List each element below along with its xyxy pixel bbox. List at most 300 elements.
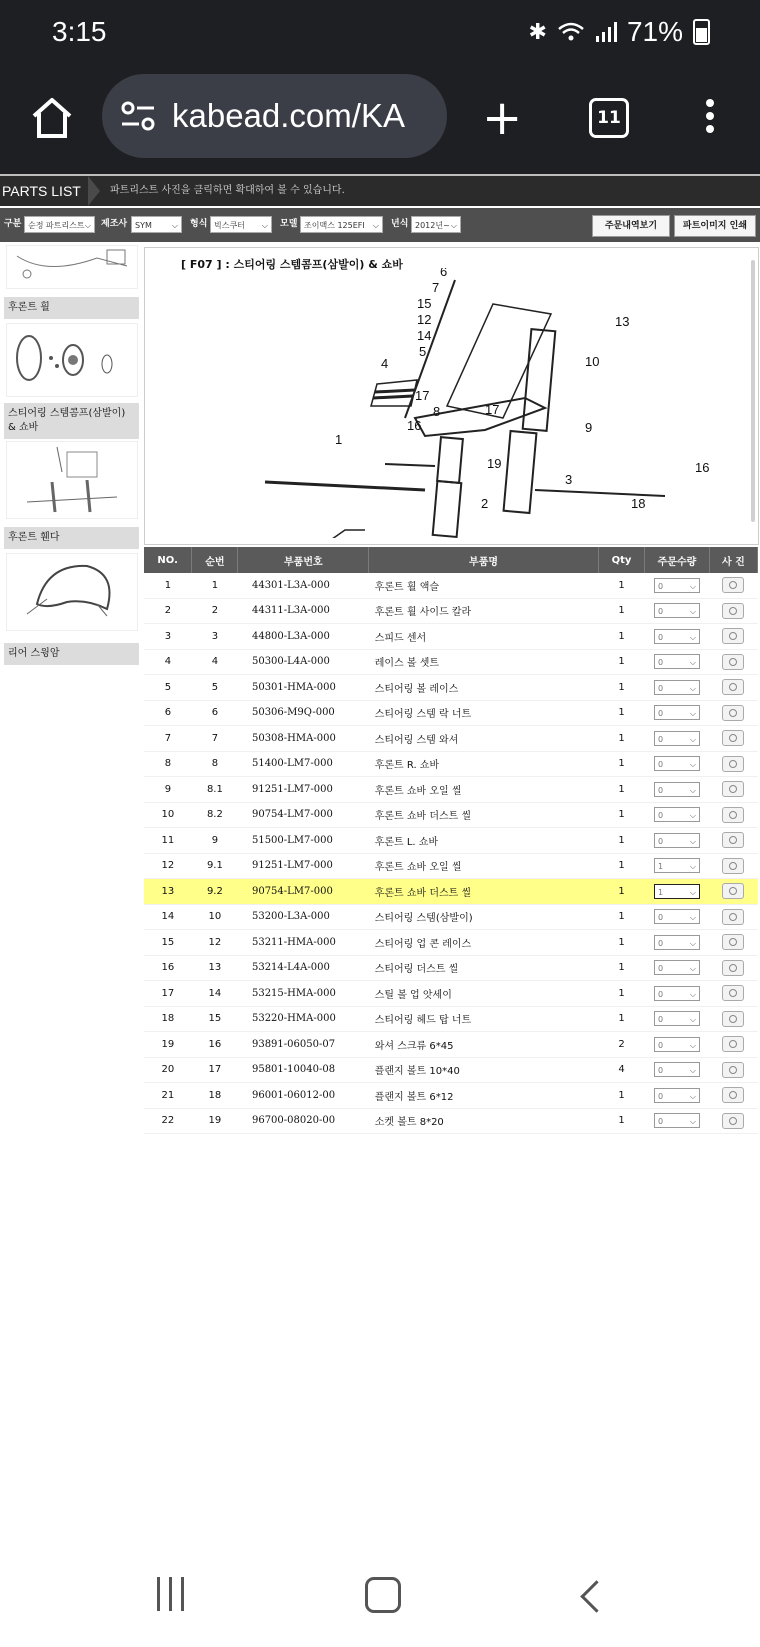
row-part-name: 후론트 쇼바 오일 씰 <box>369 777 599 803</box>
diagram-callout: 6 <box>440 268 448 279</box>
chevron-down-icon: ⌵ <box>689 887 696 897</box>
diagram-title: [ F07 ] : 스티어링 스템콤프(삼발이) & 쇼바 <box>181 258 403 271</box>
diagram-callout: 1 <box>335 432 343 447</box>
order-qty-select[interactable] <box>654 909 700 924</box>
row-part-number: 91251-LM7-000 <box>238 777 369 803</box>
category-thumb-steering-stem[interactable] <box>6 441 138 519</box>
row-qty: 1 <box>598 853 644 879</box>
order-qty-select[interactable] <box>654 680 700 695</box>
order-qty-select[interactable] <box>654 1011 700 1026</box>
chevron-down-icon: ⌵ <box>689 1066 696 1076</box>
row-photo[interactable] <box>709 930 757 956</box>
row-qty: 1 <box>598 930 644 956</box>
row-part-number: 90754-LM7-000 <box>238 802 369 828</box>
col-part-name: 부품명 <box>369 547 599 573</box>
table-row <box>144 1083 758 1109</box>
camera-icon[interactable] <box>722 628 744 644</box>
col-order-qty: 주문수량 <box>645 547 709 573</box>
row-no: 6 <box>144 700 192 726</box>
camera-icon[interactable] <box>722 909 744 925</box>
category-thumb-front-wheel[interactable] <box>6 323 138 397</box>
row-part-number: 96700-08020-00 <box>238 1108 369 1134</box>
row-part-number: 53220-HMA-000 <box>238 1006 369 1032</box>
parts-list-bar <box>0 176 760 206</box>
order-qty-select[interactable] <box>654 960 700 975</box>
diagram-callout: 14 <box>417 328 432 343</box>
camera-icon[interactable] <box>722 934 744 950</box>
chevron-down-icon: ⌵ <box>84 221 91 230</box>
order-qty-select[interactable] <box>654 731 700 746</box>
arrow-icon <box>88 176 100 206</box>
row-seq: 8.2 <box>192 802 238 828</box>
col-photo: 사 진 <box>709 547 757 573</box>
row-order-qty[interactable] <box>645 624 709 650</box>
row-seq: 4 <box>192 649 238 675</box>
row-seq: 1 <box>192 573 238 598</box>
row-part-number: 50300-L4A-000 <box>238 649 369 675</box>
new-tab-button[interactable]: + <box>482 90 523 146</box>
camera-icon[interactable] <box>722 679 744 695</box>
row-seq: 19 <box>192 1108 238 1134</box>
row-part-number: 50301-HMA-000 <box>238 675 369 701</box>
diagram-callout: 5 <box>419 344 427 359</box>
table-row <box>144 802 758 828</box>
row-photo[interactable] <box>709 726 757 752</box>
camera-icon[interactable] <box>722 1113 744 1129</box>
row-photo[interactable] <box>709 700 757 726</box>
row-order-qty[interactable] <box>645 904 709 930</box>
chevron-down-icon: ⌵ <box>689 1091 696 1101</box>
row-part-number: 90754-LM7-000 <box>238 879 369 905</box>
order-history-button[interactable]: 주문내역보기 <box>592 215 670 237</box>
order-qty-value: 0 <box>657 811 664 821</box>
sidebar-item-front-fender[interactable]: 후론트 휀다 <box>4 527 139 549</box>
row-order-qty[interactable] <box>645 828 709 854</box>
row-order-qty[interactable] <box>645 598 709 624</box>
col-qty: Qty <box>598 547 644 573</box>
tab-switcher-button[interactable]: 11 <box>589 98 629 138</box>
order-qty-select[interactable] <box>654 578 700 593</box>
row-order-qty[interactable] <box>645 1057 709 1083</box>
gubun-label: 구분 <box>4 219 22 229</box>
camera-icon[interactable] <box>722 603 744 619</box>
row-photo[interactable] <box>709 649 757 675</box>
order-qty-value: 0 <box>657 632 664 642</box>
row-photo[interactable] <box>709 853 757 879</box>
row-order-qty[interactable] <box>645 853 709 879</box>
recent-apps-icon[interactable] <box>152 1577 188 1613</box>
model-value: 조이맥스 125EFI <box>304 221 365 230</box>
order-qty-value: 0 <box>657 683 664 693</box>
row-no: 3 <box>144 624 192 650</box>
model-label: 모델 <box>280 219 298 229</box>
parts-list-label: PARTS LIST <box>0 176 103 206</box>
row-qty: 1 <box>598 598 644 624</box>
row-photo[interactable] <box>709 1057 757 1083</box>
camera-icon[interactable] <box>722 985 744 1001</box>
battery-icon <box>693 19 710 45</box>
more-menu-icon[interactable] <box>700 94 720 142</box>
col-no: NO. <box>144 547 192 573</box>
table-row <box>144 828 758 854</box>
diagram-callout: 7 <box>432 280 440 295</box>
row-no: 17 <box>144 981 192 1007</box>
row-no: 16 <box>144 955 192 981</box>
order-qty-value: 0 <box>657 581 664 591</box>
row-part-number: 50306-M9Q-000 <box>238 700 369 726</box>
camera-icon[interactable] <box>722 730 744 746</box>
order-qty-value: 0 <box>657 760 664 770</box>
diagram-callout: 16 <box>695 460 710 475</box>
table-row <box>144 981 758 1007</box>
gubun-value: 순정 파트리스트 <box>28 221 85 230</box>
row-order-qty[interactable] <box>645 802 709 828</box>
diagram-callout: 15 <box>417 296 432 311</box>
row-qty: 1 <box>598 726 644 752</box>
row-photo[interactable] <box>709 879 757 905</box>
order-qty-value: 0 <box>657 1066 664 1076</box>
camera-icon[interactable] <box>722 883 744 899</box>
chevron-down-icon: ⌵ <box>689 607 696 617</box>
row-order-qty[interactable] <box>645 751 709 777</box>
row-part-name: 플랜지 볼트 6*12 <box>369 1083 599 1109</box>
table-row <box>144 675 758 701</box>
row-no: 1 <box>144 573 192 598</box>
order-qty-value: 0 <box>657 734 664 744</box>
row-order-qty[interactable] <box>645 777 709 803</box>
diagram-callout: 13 <box>615 314 630 329</box>
row-no: 5 <box>144 675 192 701</box>
sidebar-item-front-wheel[interactable]: 후론트 휠 <box>4 297 139 319</box>
chevron-down-icon: ⌵ <box>689 938 696 948</box>
order-qty-select[interactable] <box>654 654 700 669</box>
filter-bar <box>0 208 760 242</box>
status-time: 3:15 <box>52 16 107 47</box>
diagram-callout: 9 <box>585 420 593 435</box>
order-qty-select[interactable] <box>654 807 700 822</box>
order-qty-select[interactable] <box>654 705 700 720</box>
row-photo[interactable] <box>709 1006 757 1032</box>
row-part-number: 53214-L4A-000 <box>238 955 369 981</box>
row-no: 2 <box>144 598 192 624</box>
row-order-qty[interactable] <box>645 649 709 675</box>
diagram-callout: 12 <box>417 312 432 327</box>
table-row <box>144 853 758 879</box>
row-no: 15 <box>144 930 192 956</box>
parts-table <box>144 547 758 1134</box>
camera-icon[interactable] <box>722 858 744 874</box>
camera-icon[interactable] <box>722 1062 744 1078</box>
order-qty-value: 0 <box>657 836 664 846</box>
maker-value: SYM <box>135 221 152 230</box>
order-qty-select[interactable] <box>654 1037 700 1052</box>
order-qty-select[interactable] <box>654 858 700 873</box>
row-seq: 12 <box>192 930 238 956</box>
diagram-callout: 17 <box>415 388 430 403</box>
table-row <box>144 598 758 624</box>
camera-icon[interactable] <box>722 960 744 976</box>
row-part-name: 스티어링 더스트 씰 <box>369 955 599 981</box>
chevron-down-icon: ⌵ <box>689 658 696 668</box>
chevron-down-icon: ⌵ <box>171 221 178 230</box>
row-part-number: 51400-LM7-000 <box>238 751 369 777</box>
category-thumb-prev[interactable] <box>6 245 138 289</box>
row-photo[interactable] <box>709 675 757 701</box>
order-qty-select[interactable] <box>654 1113 700 1128</box>
row-seq: 8.1 <box>192 777 238 803</box>
order-qty-value: 0 <box>657 1117 664 1127</box>
maker-select[interactable] <box>131 216 182 233</box>
row-part-name: 후론트 휠 사이드 칼라 <box>369 598 599 624</box>
row-qty: 1 <box>598 624 644 650</box>
row-photo[interactable] <box>709 828 757 854</box>
model-select[interactable] <box>300 216 383 233</box>
table-row <box>144 649 758 675</box>
table-row <box>144 930 758 956</box>
order-qty-value: 0 <box>657 938 664 948</box>
row-part-number: 44800-L3A-000 <box>238 624 369 650</box>
sidebar-item-rear-swingarm[interactable]: 리어 스윙암 <box>4 643 139 665</box>
order-qty-select[interactable] <box>654 782 700 797</box>
category-thumb-front-fender[interactable] <box>6 553 138 631</box>
order-qty-select[interactable] <box>654 833 700 848</box>
row-no: 14 <box>144 904 192 930</box>
row-qty: 1 <box>598 751 644 777</box>
chevron-down-icon: ⌵ <box>689 989 696 999</box>
status-icons <box>529 16 710 48</box>
table-row <box>144 1032 758 1058</box>
diagram-callout: 3 <box>565 472 573 487</box>
order-qty-value: 0 <box>657 709 664 719</box>
address-bar[interactable] <box>102 74 447 158</box>
row-seq: 15 <box>192 1006 238 1032</box>
camera-icon[interactable] <box>722 756 744 772</box>
url-text: kabead.com/KA <box>172 97 405 134</box>
order-qty-value: 0 <box>657 785 664 795</box>
camera-icon[interactable] <box>722 781 744 797</box>
wifi-icon <box>557 21 585 43</box>
row-part-number: 50308-HMA-000 <box>238 726 369 752</box>
row-part-name: 스티어링 업 콘 레이스 <box>369 930 599 956</box>
row-seq: 18 <box>192 1083 238 1109</box>
row-order-qty[interactable] <box>645 700 709 726</box>
row-qty: 2 <box>598 1032 644 1058</box>
row-seq: 9.1 <box>192 853 238 879</box>
row-no: 11 <box>144 828 192 854</box>
row-seq: 10 <box>192 904 238 930</box>
row-photo[interactable] <box>709 598 757 624</box>
table-row <box>144 1108 758 1134</box>
chevron-down-icon: ⌵ <box>689 683 696 693</box>
diagram-callout: 19 <box>487 456 502 471</box>
row-qty: 1 <box>598 1083 644 1109</box>
row-order-qty[interactable] <box>645 1108 709 1134</box>
order-qty-select[interactable] <box>654 935 700 950</box>
row-no: 12 <box>144 853 192 879</box>
diagram-callout: 2 <box>481 496 489 511</box>
row-part-number: 53211-HMA-000 <box>238 930 369 956</box>
row-photo[interactable] <box>709 955 757 981</box>
row-photo[interactable] <box>709 624 757 650</box>
table-row <box>144 573 758 598</box>
year-select[interactable] <box>411 216 461 233</box>
row-part-number: 51500-LM7-000 <box>238 828 369 854</box>
row-part-name: 후론트 쇼바 더스트 씰 <box>369 879 599 905</box>
row-no: 22 <box>144 1108 192 1134</box>
chevron-down-icon: ⌵ <box>689 734 696 744</box>
row-qty: 1 <box>598 675 644 701</box>
row-order-qty[interactable] <box>645 573 709 598</box>
camera-icon[interactable] <box>722 1036 744 1052</box>
camera-icon[interactable] <box>722 705 744 721</box>
type-select[interactable] <box>210 216 272 233</box>
diagram-callout: 10 <box>585 354 600 369</box>
row-part-number: 95801-10040-08 <box>238 1057 369 1083</box>
home-icon[interactable] <box>28 94 76 142</box>
order-qty-value: 0 <box>657 1040 664 1050</box>
row-seq: 17 <box>192 1057 238 1083</box>
parts-list-notice: 파트리스트 사진을 클릭하면 확대하여 볼 수 있습니다. <box>110 185 345 196</box>
type-label: 형식 <box>190 219 208 229</box>
year-label: 년식 <box>391 219 409 229</box>
row-no: 18 <box>144 1006 192 1032</box>
row-part-name: 스티어링 볼 레이스 <box>369 675 599 701</box>
row-part-name: 후론트 R. 쇼바 <box>369 751 599 777</box>
row-seq: 6 <box>192 700 238 726</box>
row-part-name: 와셔 스크류 6*45 <box>369 1032 599 1058</box>
row-seq: 5 <box>192 675 238 701</box>
camera-icon[interactable] <box>722 654 744 670</box>
row-part-name: 후론트 휠 액슬 <box>369 573 599 598</box>
diagram-callout: 18 <box>631 496 646 511</box>
row-part-name: 후론트 쇼바 오일 씰 <box>369 853 599 879</box>
row-part-name: 스티어링 스템 와셔 <box>369 726 599 752</box>
order-qty-select[interactable] <box>654 986 700 1001</box>
row-photo[interactable] <box>709 904 757 930</box>
row-photo[interactable] <box>709 1108 757 1134</box>
row-order-qty[interactable] <box>645 1032 709 1058</box>
row-seq: 13 <box>192 955 238 981</box>
row-part-name: 스틸 볼 업 앗세이 <box>369 981 599 1007</box>
row-part-name: 후론트 L. 쇼바 <box>369 828 599 854</box>
row-order-qty[interactable] <box>645 879 709 905</box>
chevron-down-icon: ⌵ <box>689 1117 696 1127</box>
camera-icon[interactable] <box>722 577 744 593</box>
row-qty: 1 <box>598 955 644 981</box>
maker-label: 제조사 <box>101 219 128 229</box>
order-qty-select[interactable] <box>654 629 700 644</box>
order-qty-value: 0 <box>657 989 664 999</box>
back-icon[interactable] <box>580 1580 613 1613</box>
camera-icon[interactable] <box>722 1011 744 1027</box>
row-seq: 7 <box>192 726 238 752</box>
row-order-qty[interactable] <box>645 675 709 701</box>
row-photo[interactable] <box>709 1083 757 1109</box>
row-part-name: 소켓 볼트 8*20 <box>369 1108 599 1134</box>
row-qty: 1 <box>598 649 644 675</box>
row-no: 19 <box>144 1032 192 1058</box>
chevron-down-icon: ⌵ <box>689 1015 696 1025</box>
row-photo[interactable] <box>709 777 757 803</box>
row-no: 8 <box>144 751 192 777</box>
row-order-qty[interactable] <box>645 930 709 956</box>
row-photo[interactable] <box>709 1032 757 1058</box>
order-qty-value: 1 <box>657 887 664 897</box>
row-no: 13 <box>144 879 192 905</box>
row-qty: 1 <box>598 777 644 803</box>
row-order-qty[interactable] <box>645 1083 709 1109</box>
row-no: 21 <box>144 1083 192 1109</box>
row-part-name: 후론트 쇼바 더스트 씰 <box>369 802 599 828</box>
order-qty-value: 0 <box>657 658 664 668</box>
table-row <box>144 624 758 650</box>
order-qty-select[interactable] <box>654 603 700 618</box>
chevron-down-icon: ⌵ <box>689 964 696 974</box>
chevron-down-icon: ⌵ <box>261 221 268 230</box>
row-part-name: 레이스 볼 셋트 <box>369 649 599 675</box>
order-qty-select[interactable] <box>654 756 700 771</box>
order-qty-value: 0 <box>657 1015 664 1025</box>
order-qty-select[interactable] <box>654 884 700 899</box>
diagram-scrollbar[interactable] <box>751 260 755 522</box>
chevron-down-icon: ⌵ <box>689 1040 696 1050</box>
battery-percent: 71% <box>626 16 683 47</box>
row-photo[interactable] <box>709 573 757 598</box>
camera-icon[interactable] <box>722 1087 744 1103</box>
gubun-select[interactable] <box>24 216 95 233</box>
col-part-number: 부품번호 <box>238 547 369 573</box>
row-photo[interactable] <box>709 751 757 777</box>
row-qty: 1 <box>598 1006 644 1032</box>
camera-icon[interactable] <box>722 807 744 823</box>
row-order-qty[interactable] <box>645 1006 709 1032</box>
chevron-down-icon: ⌵ <box>689 581 696 591</box>
table-row <box>144 1057 758 1083</box>
row-seq: 2 <box>192 598 238 624</box>
row-order-qty[interactable] <box>645 981 709 1007</box>
table-row <box>144 1006 758 1032</box>
camera-icon[interactable] <box>722 832 744 848</box>
row-part-number: 91251-LM7-000 <box>238 853 369 879</box>
row-qty: 1 <box>598 802 644 828</box>
sidebar-item-steering-stem[interactable]: 스티어링 스템콤프(삼발이) & 쇼바 <box>4 403 139 439</box>
row-seq: 9.2 <box>192 879 238 905</box>
row-part-name: 스티어링 스템(삼발이) <box>369 904 599 930</box>
row-photo[interactable] <box>709 802 757 828</box>
row-no: 20 <box>144 1057 192 1083</box>
row-seq: 3 <box>192 624 238 650</box>
parts-diagram[interactable] <box>144 247 759 545</box>
order-qty-select[interactable] <box>654 1088 700 1103</box>
home-nav-icon[interactable] <box>365 1577 401 1613</box>
system-nav-bar <box>0 1555 760 1647</box>
row-order-qty[interactable] <box>645 955 709 981</box>
site-settings-icon[interactable] <box>118 98 158 134</box>
row-no: 4 <box>144 649 192 675</box>
row-no: 10 <box>144 802 192 828</box>
chevron-down-icon: ⌵ <box>689 862 696 872</box>
chevron-down-icon: ⌵ <box>450 221 457 230</box>
order-qty-value: 0 <box>657 964 664 974</box>
row-order-qty[interactable] <box>645 726 709 752</box>
print-image-button[interactable]: 파트이미지 인쇄 <box>674 215 756 237</box>
chevron-down-icon: ⌵ <box>689 811 696 821</box>
category-sidebar <box>0 245 142 685</box>
order-qty-select[interactable] <box>654 1062 700 1077</box>
table-row <box>144 777 758 803</box>
row-photo[interactable] <box>709 981 757 1007</box>
row-seq: 9 <box>192 828 238 854</box>
